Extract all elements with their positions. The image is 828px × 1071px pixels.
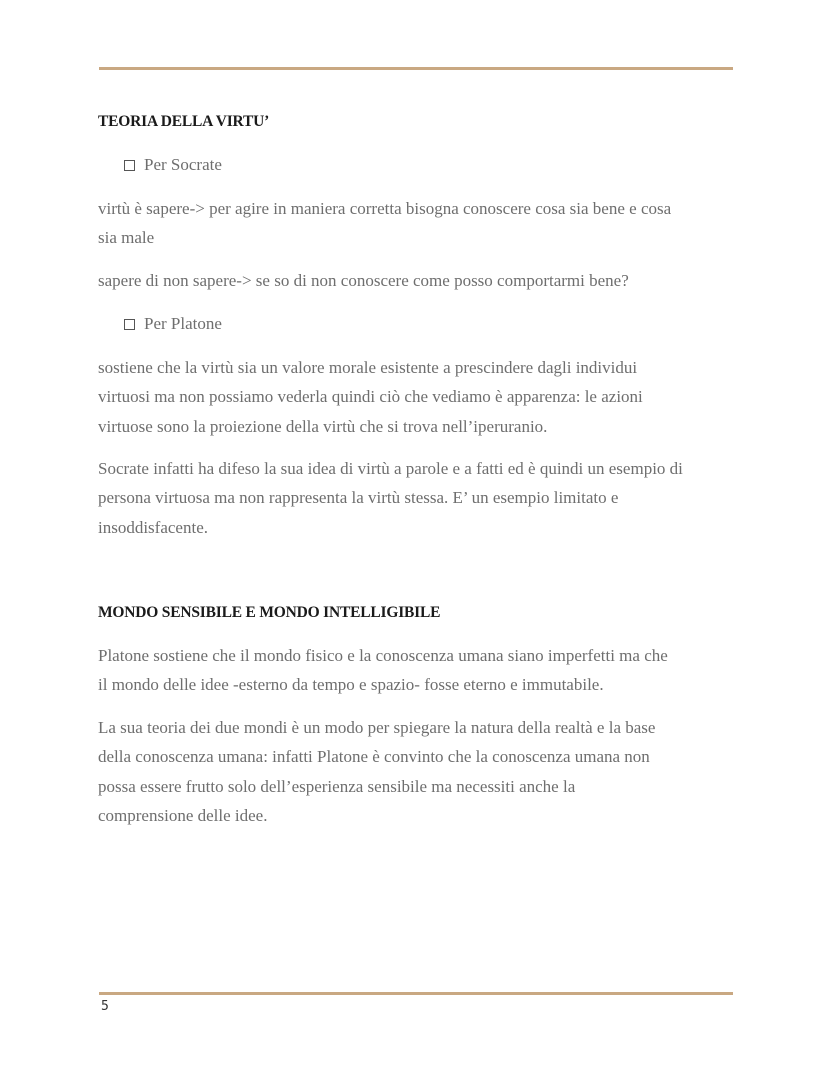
text-line: possa essere frutto solo dell’esperienza sensibile ma necessiti anche la bbox=[98, 776, 576, 796]
page-number: 5 bbox=[101, 999, 109, 1014]
text-line: Platone sostiene che il mondo fisico e la conoscenza umana siano imperfetti ma che bbox=[98, 646, 668, 665]
checkbox-icon bbox=[124, 160, 135, 171]
text-line: insoddisfacente. bbox=[98, 517, 208, 537]
checkbox-icon bbox=[124, 319, 135, 330]
paragraph bbox=[98, 194, 738, 253]
section-heading: MONDO SENSIBILE E MONDO INTELLIGIBILE bbox=[98, 604, 441, 621]
paragraph bbox=[98, 454, 738, 542]
text-line: sia male bbox=[98, 228, 155, 248]
item-label: Per Socrate bbox=[144, 155, 222, 174]
text-line: sapere di non sapere-> se so di non conoscere come posso comportarmi bene? bbox=[98, 271, 629, 290]
text-line: virtuosi ma non possiamo vederla quindi ciò che vediamo è apparenza: le azioni bbox=[98, 387, 643, 407]
text-line: il mondo delle idee -esterno da tempo e spazio- fosse eterno e immutabile. bbox=[98, 675, 604, 695]
paragraph bbox=[98, 713, 738, 830]
checkbox-item bbox=[124, 314, 222, 334]
text-line: persona virtuosa ma non rappresenta la virtù stessa. E’ un esempio limitato e bbox=[98, 488, 619, 508]
text-line: virtù è sapere-> per agire in maniera corretta bisogna conoscere cosa sia bene e cosa bbox=[98, 199, 672, 218]
footer-rule bbox=[99, 992, 733, 995]
text-line: comprensione delle idee. bbox=[98, 805, 268, 825]
checkbox-item bbox=[124, 155, 222, 175]
header-rule bbox=[99, 67, 733, 70]
paragraph bbox=[98, 266, 738, 295]
section-heading: TEORIA DELLA VIRTU’ bbox=[98, 113, 270, 130]
text-line: Socrate infatti ha difeso la sua idea di virtù a parole e a fatti ed è quindi un esempio di bbox=[98, 459, 683, 478]
paragraph bbox=[98, 353, 738, 441]
text-line: sostiene che la virtù sia un valore morale esistente a prescindere dagli individui bbox=[98, 358, 638, 377]
text-line: della conoscenza umana: infatti Platone è convinto che la conoscenza umana non bbox=[98, 747, 650, 767]
text-line: La sua teoria dei due mondi è un modo per spiegare la natura della realtà e la base bbox=[98, 718, 656, 737]
text-line: virtuose sono la proiezione della virtù che si trova nell’iperuranio. bbox=[98, 416, 548, 436]
item-label: Per Platone bbox=[144, 314, 222, 333]
paragraph bbox=[98, 641, 738, 700]
